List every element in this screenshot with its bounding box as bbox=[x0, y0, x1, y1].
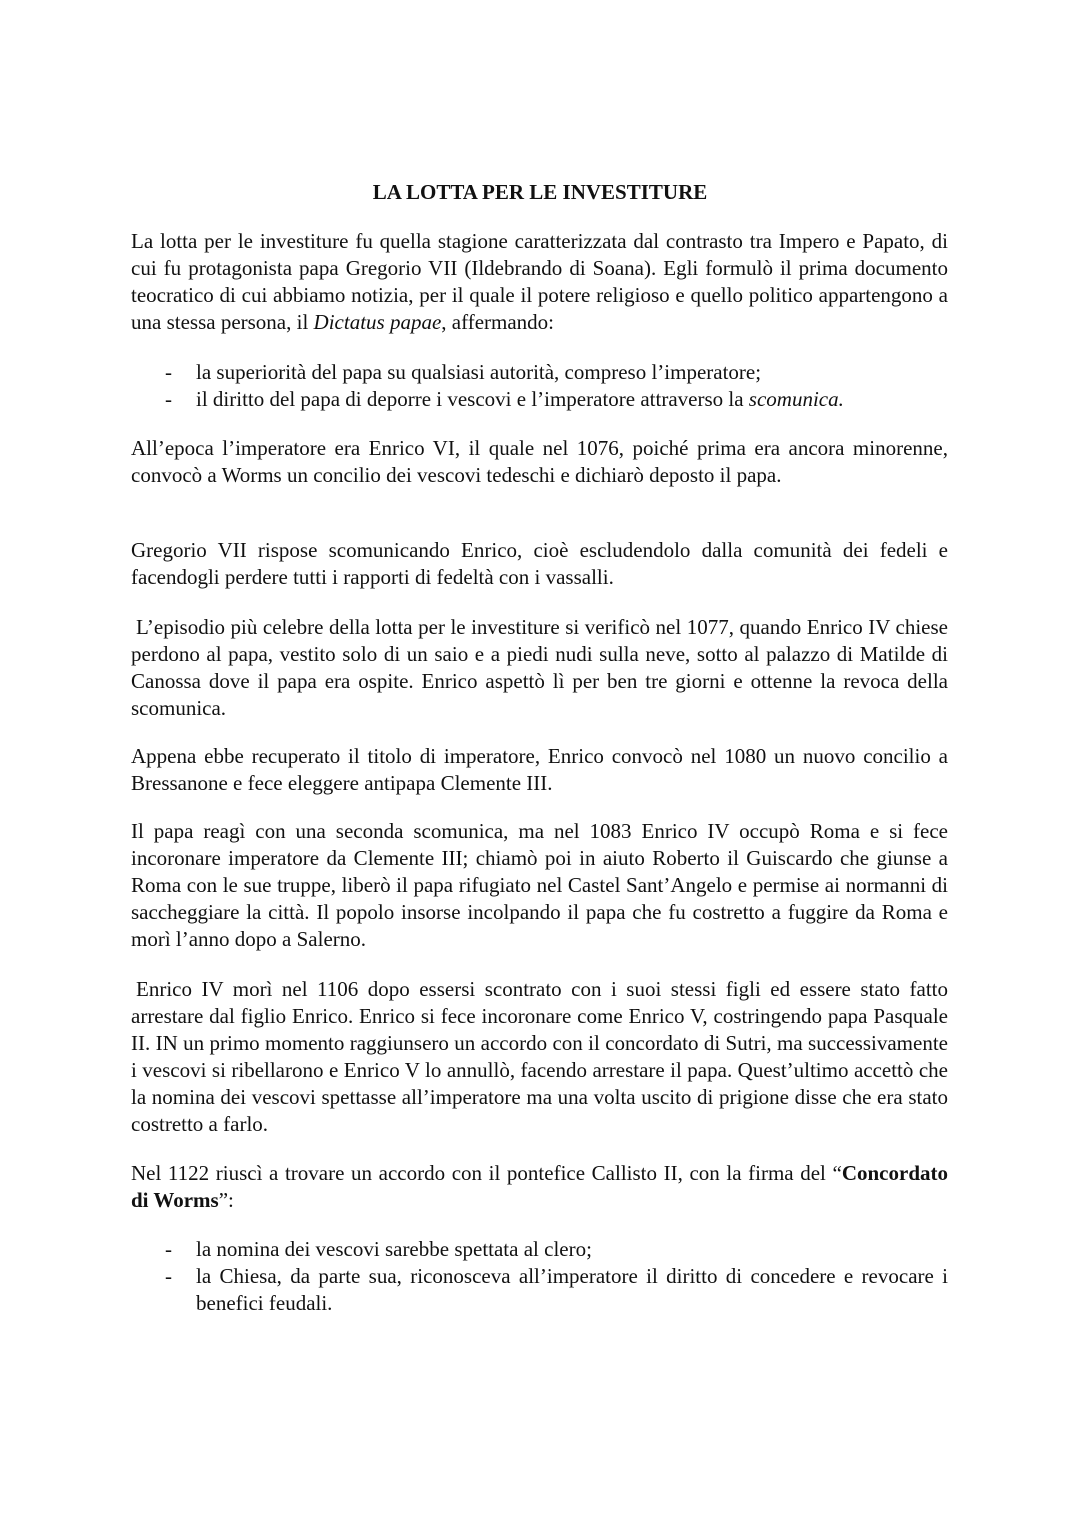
list-item bbox=[131, 386, 948, 413]
text: ”: bbox=[218, 1188, 234, 1212]
paragraph-intro bbox=[131, 228, 948, 336]
text: il diritto del papa di deporre i vescovi e l’imperatore attraverso la bbox=[196, 387, 749, 411]
document-title: LA LOTTA PER LE INVESTITURE bbox=[372, 180, 708, 204]
list-item bbox=[131, 1236, 948, 1263]
dash-bullet: - bbox=[165, 1264, 172, 1288]
list-item bbox=[131, 1263, 948, 1317]
text: La lotta per le investiture fu quella stagione caratterizzata dal contrasto tra Impero e Papato, di cui fu protagonista papa Gregorio VII (Ildebrando di Soana). Egli formulò il prima documento teocratico di cui abbiamo notizia, per il quale il potere religioso e quello politico appartengono a una stessa persona, il bbox=[131, 229, 948, 334]
bullet-list-dictatus bbox=[131, 359, 948, 413]
paragraph-roma: Il papa reagì con una seconda scomunica, ma nel 1083 Enrico IV occupò Roma e si fece incoronare imperatore da Clemente III; chiamò poi in aiuto Roberto il Guiscardo che giunse a Roma con le sue truppe, liberò il papa rifugiato nel Castel Sant’Angelo e permise ai normanni di saccheggiare la città. Il popolo insorse incolpando il papa che fu costretto a fuggire da Roma e morì l’anno dopo a Salerno. bbox=[131, 819, 948, 951]
paragraph-enrico-v: Enrico IV morì nel 1106 dopo essersi scontrato con i suoi stessi figli ed essere stato fatto arrestare dal figlio Enrico. Enrico si fece incoronare come Enrico V, costringendo papa Pasquale II. IN un primo momento raggiunsero un accordo con il concordato di Sutri, ma successivamente i vescovi si ribellarono e Enrico V lo annullò, facendo arrestare il papa. Quest’ultimo accettò che la nomina dei vescovi spettasse all’imperatore ma una volta uscito di prigione disse che era stato costretto a farlo. bbox=[131, 977, 948, 1136]
paragraph-canossa: L’episodio più celebre della lotta per le investiture si verificò nel 1077, quando Enrico IV chiese perdono al papa, vestito solo di un saio e a piedi nudi sulla neve, sotto al palazzo di Matilde di Canossa dove il papa era ospite. Enrico aspettò lì per ben tre giorni e ottenne la revoca della scomunica. bbox=[131, 615, 948, 720]
bullet-list-concordato bbox=[131, 1236, 948, 1317]
dash-bullet: - bbox=[165, 1237, 172, 1261]
paragraph-scomunica: Gregorio VII rispose scomunicando Enrico, cioè escludendolo dalla comunità dei fedeli e facendogli perdere tutti i rapporti di fedeltà con i vassalli. bbox=[131, 538, 948, 589]
paragraph-bressanone: Appena ebbe recuperato il titolo di imperatore, Enrico convocò nel 1080 un nuovo concilio a Bressanone e fece eleggere antipapa Clemente III. bbox=[131, 744, 948, 795]
italic-text: scomunica. bbox=[748, 387, 844, 411]
list-item bbox=[131, 359, 948, 386]
text: la nomina dei vescovi sarebbe spettata al clero; bbox=[196, 1237, 592, 1261]
italic-text: Dictatus papae bbox=[313, 310, 442, 334]
bold-text: Concordato di Worms bbox=[131, 1161, 948, 1212]
text: la Chiesa, da parte sua, riconosceva all’imperatore il diritto di concedere e revocare i benefici feudali. bbox=[196, 1264, 948, 1315]
text: Nel 1122 riuscì a trovare un accordo con il pontefice Callisto II, con la firma del “ bbox=[131, 1161, 842, 1185]
dash-bullet: - bbox=[165, 387, 172, 411]
text: , affermando: bbox=[441, 310, 555, 334]
paragraph-enrico: All’epoca l’imperatore era Enrico VI, il quale nel 1076, poiché prima era ancora minorenne, convocò a Worms un concilio dei vescovi tedeschi e dichiarò deposto il papa. bbox=[131, 436, 948, 487]
dash-bullet: - bbox=[165, 360, 172, 384]
text: la superiorità del papa su qualsiasi autorità, compreso l’imperatore; bbox=[196, 360, 762, 384]
paragraph-worms bbox=[131, 1160, 948, 1214]
